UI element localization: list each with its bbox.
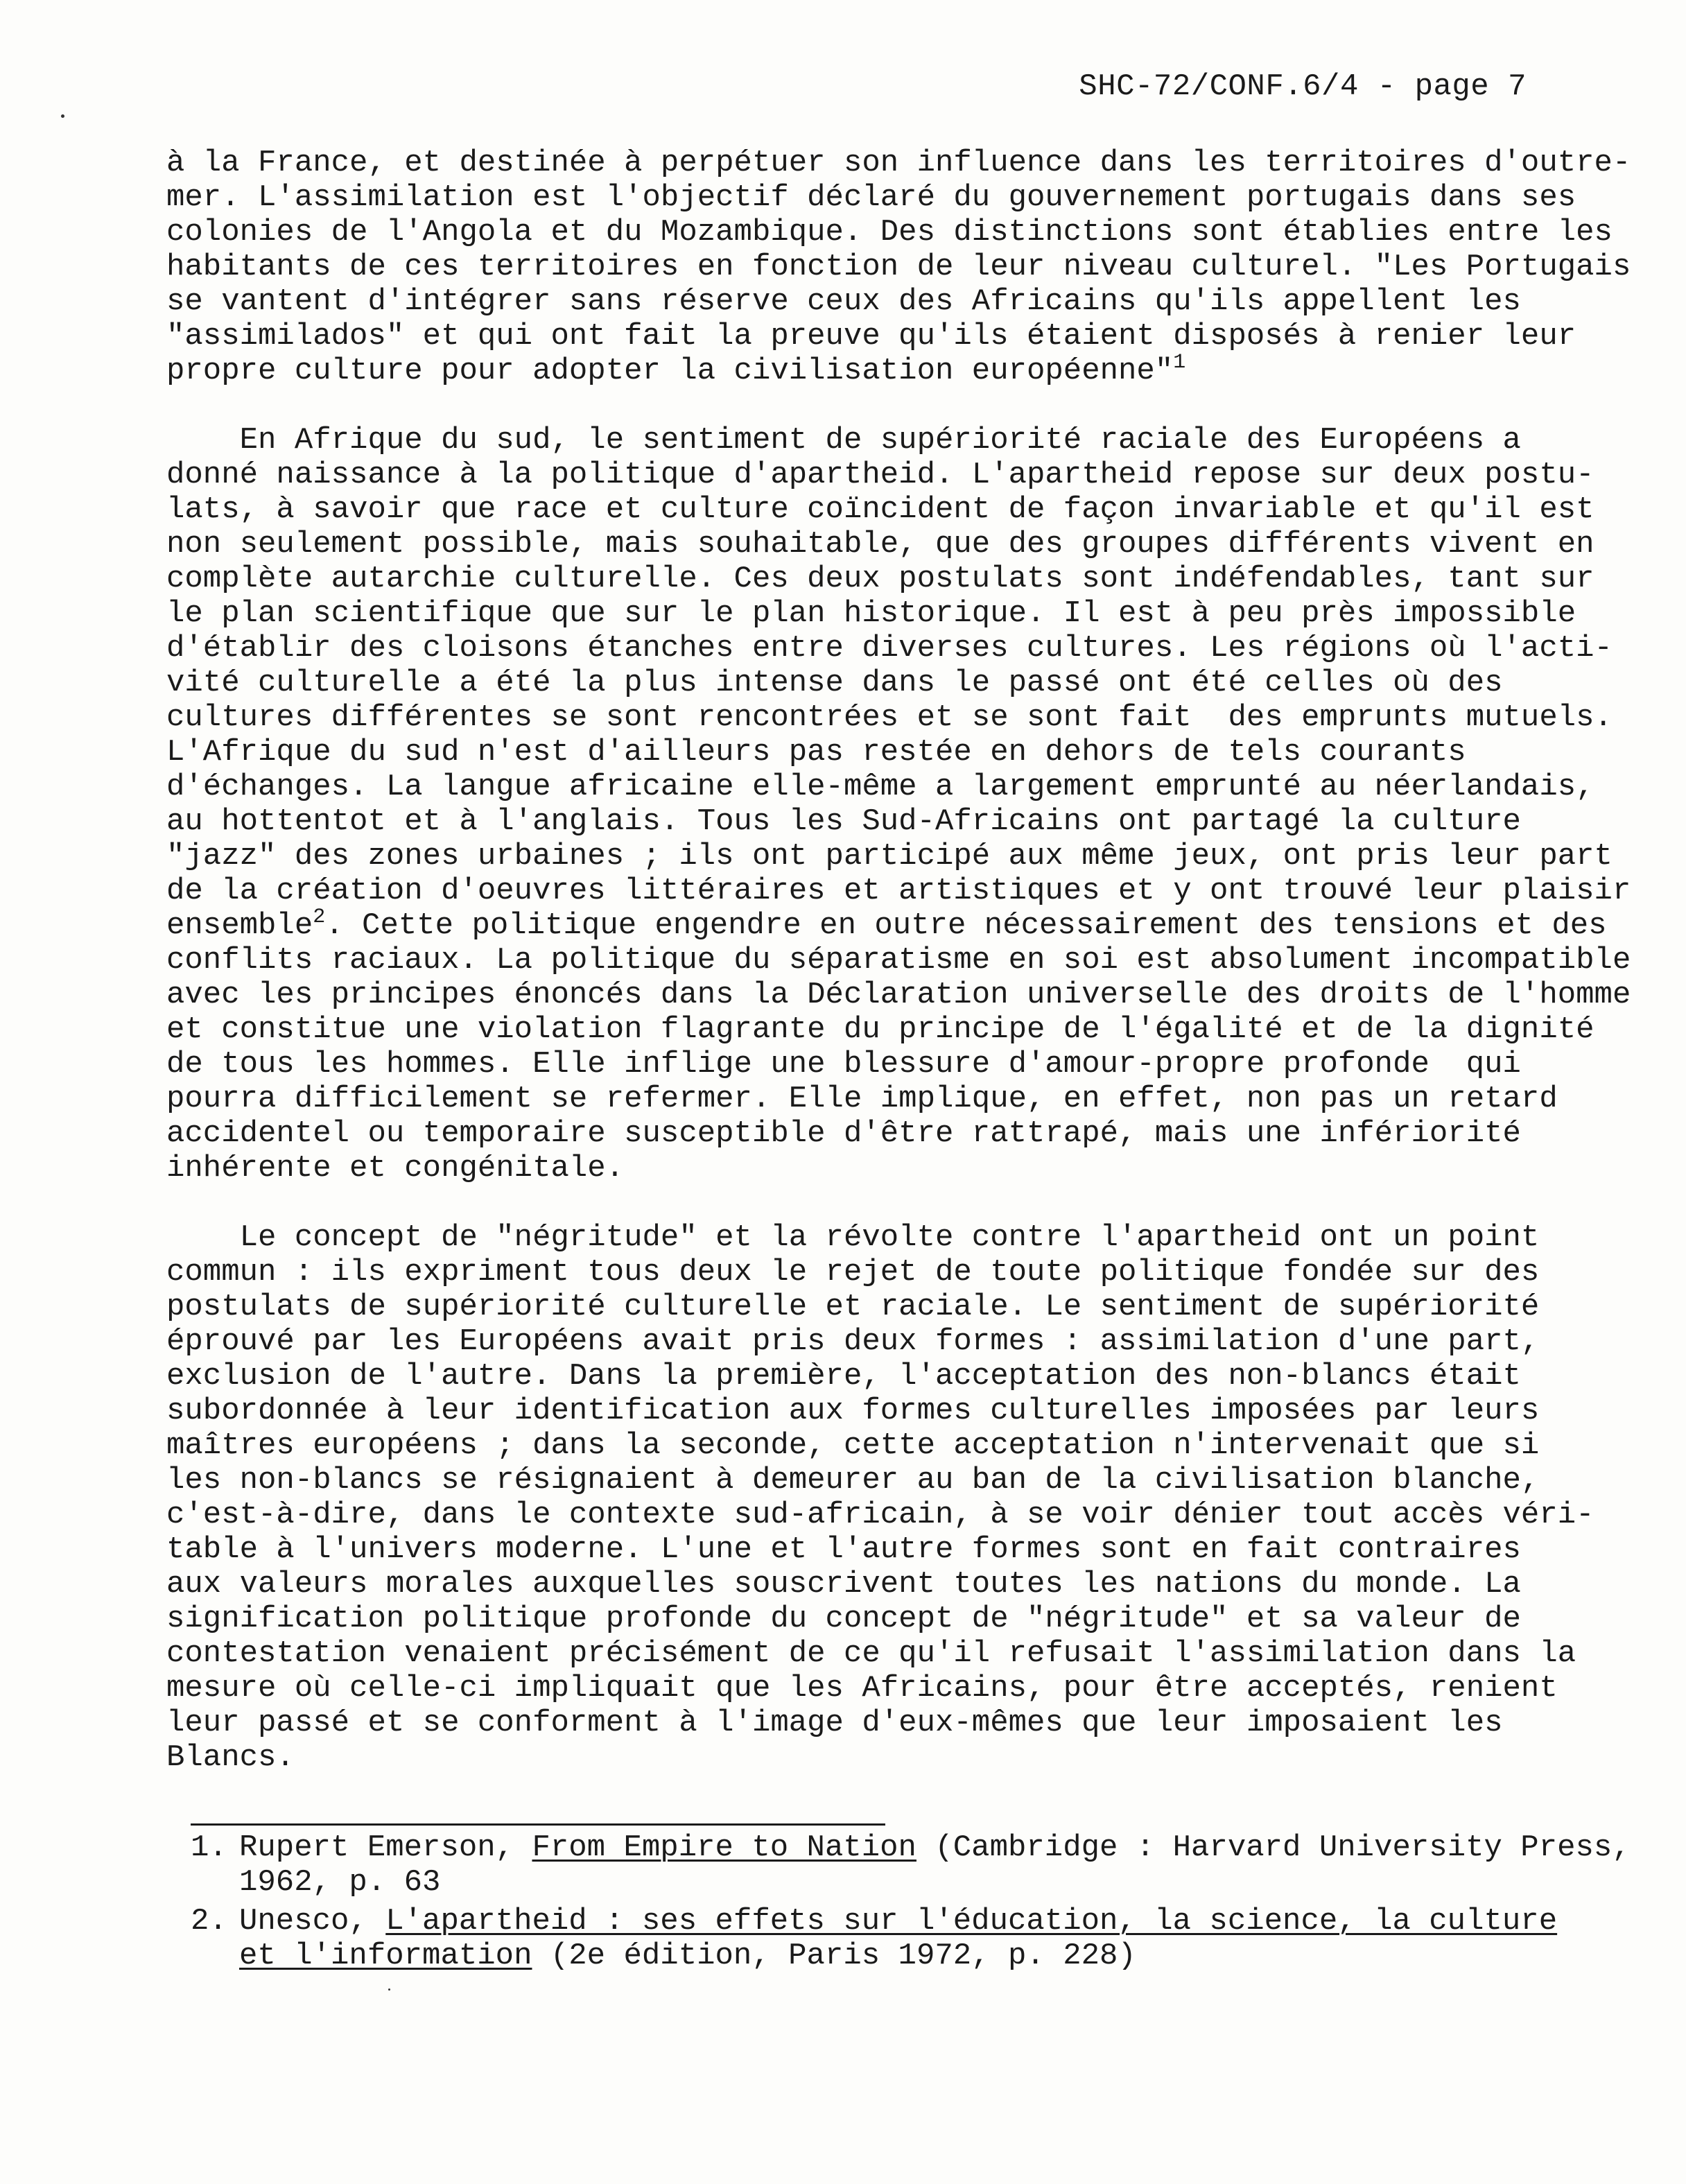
text-line: avec les principes énoncés dans la Déclaration universelle des droits de l'homme xyxy=(166,978,1631,1012)
text-line: de tous les hommes. Elle inflige une blessure d'amour-propre profonde qui xyxy=(166,1047,1521,1082)
text-line: En Afrique du sud, le sentiment de supériorité raciale des Européens a xyxy=(166,423,1521,458)
text-line: pourra difficilement se refermer. Elle implique, en effet, non pas un retard xyxy=(166,1082,1558,1116)
text-line: signification politique profonde du concept de "négritude" et sa valeur de xyxy=(166,1602,1521,1636)
text-line xyxy=(166,351,1560,388)
footnote-2 xyxy=(191,1904,1558,1939)
paragraph-3 xyxy=(166,1220,1594,1775)
footnote-title-continuation: et l'information xyxy=(239,1939,532,1973)
text-line: cultures différentes se sont rencontrées et se sont fait des emprunts mutuels. xyxy=(166,700,1613,735)
text-segment: . Cette politique engendre en outre nécessairement des tensions et des xyxy=(325,908,1607,943)
text-line: les non-blancs se résignaient à demeurer au ban de la civilisation blanche, xyxy=(166,1463,1540,1498)
footnote-ref-2: 2 xyxy=(313,905,326,929)
text-line: L'Afrique du sud n'est d'ailleurs pas restée en dehors de tels courants xyxy=(166,735,1466,770)
footnote-number: 2. xyxy=(191,1904,227,1939)
text-line: donné naissance à la politique d'apartheid. L'apartheid repose sur deux postu- xyxy=(166,458,1594,492)
text-line: lats, à savoir que race et culture coïncident de façon invariable et qu'il est xyxy=(166,492,1594,527)
footnote-separator xyxy=(191,1823,885,1826)
footnote-title: From Empire to Nation xyxy=(532,1830,916,1865)
footnote-title: L'apartheid : ses effets sur l'éducation, la science, la culture xyxy=(385,1904,1558,1939)
scan-speck xyxy=(61,114,64,118)
text-line: "assimilados" et qui ont fait la preuve qu'ils étaient disposés à renier leur xyxy=(166,319,1576,354)
text-line: complète autarchie culturelle. Ces deux postulats sont indéfendables, tant sur xyxy=(166,562,1594,596)
text-line: commun : ils expriment tous deux le rejet de toute politique fondée sur des xyxy=(166,1255,1540,1290)
text-line: et constitue une violation flagrante du principe de l'égalité et de la dignité xyxy=(166,1012,1594,1047)
text-line: accidentel ou temporaire susceptible d'être rattrapé, mais une infériorité xyxy=(166,1116,1521,1151)
footnote-1-continuation: 1962, p. 63 xyxy=(239,1865,441,1900)
footnote-author: Rupert Emerson, xyxy=(239,1830,532,1865)
text-line: colonies de l'Angola et du Mozambique. Des distinctions sont établies entre les xyxy=(166,215,1613,250)
text-line: vité culturelle a été la plus intense dans le passé ont été celles où des xyxy=(166,666,1503,700)
footnote-number: 1. xyxy=(191,1830,227,1865)
text-line: le plan scientifique que sur le plan historique. Il est à peu près impossible xyxy=(166,596,1576,631)
text-line: postulats de supériorité culturelle et raciale. Le sentiment de supériorité xyxy=(166,1290,1540,1324)
text-line: mesure où celle-ci impliquait que les Africains, pour être acceptés, renient xyxy=(166,1671,1558,1706)
text-line: se vantent d'intégrer sans réserve ceux des Africains qu'ils appellent les xyxy=(166,284,1521,319)
footnotes xyxy=(191,1830,1631,1973)
text-line: au hottentot et à l'anglais. Tous les Sud-Africains ont partagé la culture xyxy=(166,804,1521,839)
text-line: conflits raciaux. La politique du séparatisme en soi est absolument incompatible xyxy=(166,943,1631,978)
text-line: table à l'univers moderne. L'une et l'autre formes sont en fait contraires xyxy=(166,1532,1521,1567)
text-line: d'échanges. La langue africaine elle-même a largement emprunté au néerlandais, xyxy=(166,770,1594,804)
text-line: contestation venaient précisément de ce qu'il refusait l'assimilation dans la xyxy=(166,1636,1576,1671)
footnote-author: Unesco, xyxy=(239,1904,386,1939)
footnote-ref-1: 1 xyxy=(1173,351,1186,374)
footnote-2-continuation xyxy=(191,1939,1549,1973)
footnote-publication: (2e édition, Paris 1972, p. 228) xyxy=(532,1939,1136,1973)
text-line xyxy=(166,905,1607,943)
footnote-1 xyxy=(191,1830,1631,1865)
text-line: Le concept de "négritude" et la révolte contre l'apartheid ont un point xyxy=(166,1220,1540,1255)
text-line: maîtres européens ; dans la seconde, cette acceptation n'intervenait que si xyxy=(166,1428,1540,1463)
text-line: aux valeurs morales auxquelles souscrivent toutes les nations du monde. La xyxy=(166,1567,1521,1602)
text-line: non seulement possible, mais souhaitable, que des groupes différents vivent en xyxy=(166,527,1594,562)
paragraph-1 xyxy=(166,146,1631,388)
text-segment: propre culture pour adopter la civilisation européenne" xyxy=(166,354,1174,388)
text-line: mer. L'assimilation est l'objectif déclaré du gouvernement portugais dans ses xyxy=(166,180,1576,215)
text-line: à la France, et destinée à perpétuer son influence dans les territoires d'outre- xyxy=(166,146,1631,180)
text-line: éprouvé par les Européens avait pris deux formes : assimilation d'une part, xyxy=(166,1324,1540,1359)
text-line: c'est-à-dire, dans le contexte sud-africain, à se voir dénier tout accès véri- xyxy=(166,1498,1594,1532)
text-line: habitants de ces territoires en fonction de leur niveau culturel. "Les Portugais xyxy=(166,250,1631,284)
paragraph-2 xyxy=(166,423,1631,1186)
text-line: "jazz" des zones urbaines ; ils ont participé aux même jeux, ont pris leur part xyxy=(166,839,1613,874)
text-line: Blancs. xyxy=(166,1740,295,1775)
text-segment: ensemble xyxy=(166,908,313,943)
scan-speck xyxy=(388,1988,390,1991)
text-line: subordonnée à leur identification aux formes culturelles imposées par leurs xyxy=(166,1394,1540,1428)
footnote-publication: (Cambridge : Harvard University Press, xyxy=(916,1830,1631,1865)
text-line: de la création d'oeuvres littéraires et artistiques et y ont trouvé leur plaisir xyxy=(166,874,1631,908)
document-reference-header: SHC-72/CONF.6/4 - page 7 xyxy=(1079,69,1527,104)
text-line: d'établir des cloisons étanches entre diverses cultures. Les régions où l'acti- xyxy=(166,631,1613,666)
text-line: exclusion de l'autre. Dans la première, l'acceptation des non-blancs était xyxy=(166,1359,1521,1394)
text-line: inhérente et congénitale. xyxy=(166,1151,625,1186)
text-line: leur passé et se conforment à l'image d'eux-mêmes que leur imposaient les xyxy=(166,1706,1503,1740)
